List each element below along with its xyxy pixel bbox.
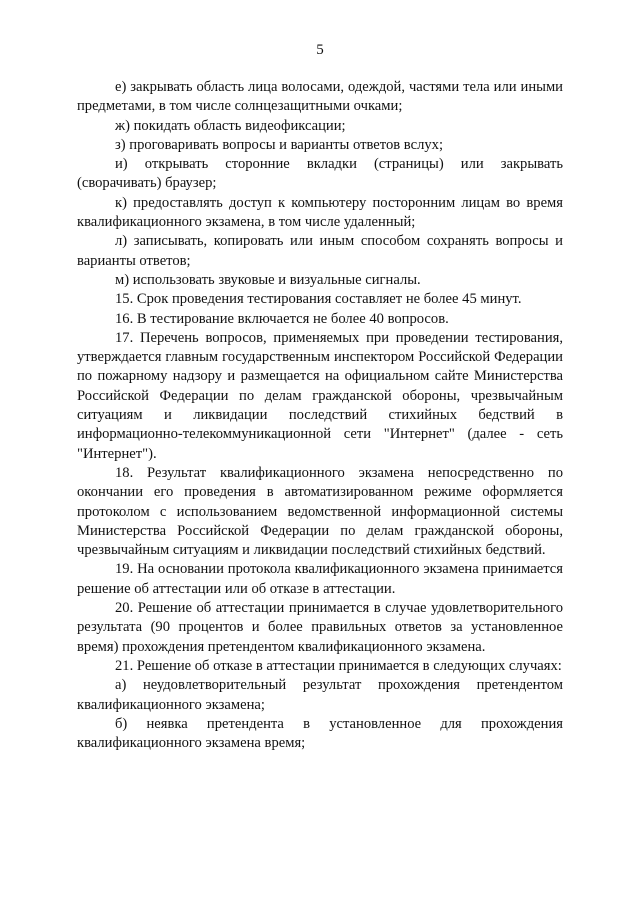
list-item-zh: ж) покидать область видеофиксации;: [115, 117, 346, 134]
list-item-a: а) неудовлетворительный результат прохождения претендентом квалификационного экзамена;: [77, 677, 563, 713]
list-item-k: к) предоставлять доступ к компьютеру посторонним лицам во время квалификационного экзамена, в том числе удаленный;: [77, 194, 563, 231]
list-item-b: б) неявка претендента в установленное для прохождения квалификационного экзамена время;: [77, 715, 563, 752]
list-item-i: и) открывать сторонние вкладки (страницы) или закрывать (сворачивать) браузер;: [77, 156, 563, 192]
clause-17: 17. Перечень вопросов, применяемых при проведении тестирования, утверждается главным государственным инспектором Российской Федерации по пожарному надзору и размещается на официальном сайте Министерства Российской Федерации по делам гражданской обороны, чрезвычайным ситуациям и ликвидации последствий стихийных бедствий в информационно-телекоммуникационной сети "Интернет" (далее - сеть "Интернет").: [77, 329, 563, 462]
clause-21: 21. Решение об отказе в аттестации принимается в следующих случаях:: [115, 657, 562, 674]
list-item-m: м) использовать звуковые и визуальные сигналы.: [115, 271, 421, 288]
list-item-z: з) проговаривать вопросы и варианты ответов вслух;: [115, 136, 444, 153]
clause-16: 16. В тестирование включается не более 40 вопросов.: [115, 310, 449, 327]
clause-20: 20. Решение об аттестации принимается в случае удовлетворительного результата (90 процентов и более правильных ответов за установленное время) прохождения претендентом квалификационного экзамена.: [77, 600, 563, 655]
clause-18: 18. Результат квалификационного экзамена непосредственно по окончании его проведения в автоматизированном режиме оформляется протоколом с использованием ведомственной информационной системы Министерства Российской Федерации по делам гражданской обороны, чрезвычайным ситуациям и ликвидации последствий стихийных бедствий.: [77, 464, 563, 559]
document-body: [77, 78, 563, 753]
clause-15: 15. Срок проведения тестирования составляет не более 45 минут.: [115, 291, 522, 308]
clause-19: 19. На основании протокола квалификационного экзамена принимается решение об аттестации или об отказе в аттестации.: [77, 561, 563, 597]
list-item-e: е) закрывать область лица волосами, одеждой, частями тела или иными предметами, в том числе солнцезащитными очками;: [77, 79, 563, 115]
list-item-l: л) записывать, копировать или иным способом сохранять вопросы и варианты ответов;: [77, 233, 563, 269]
page-number: 5: [316, 42, 324, 58]
